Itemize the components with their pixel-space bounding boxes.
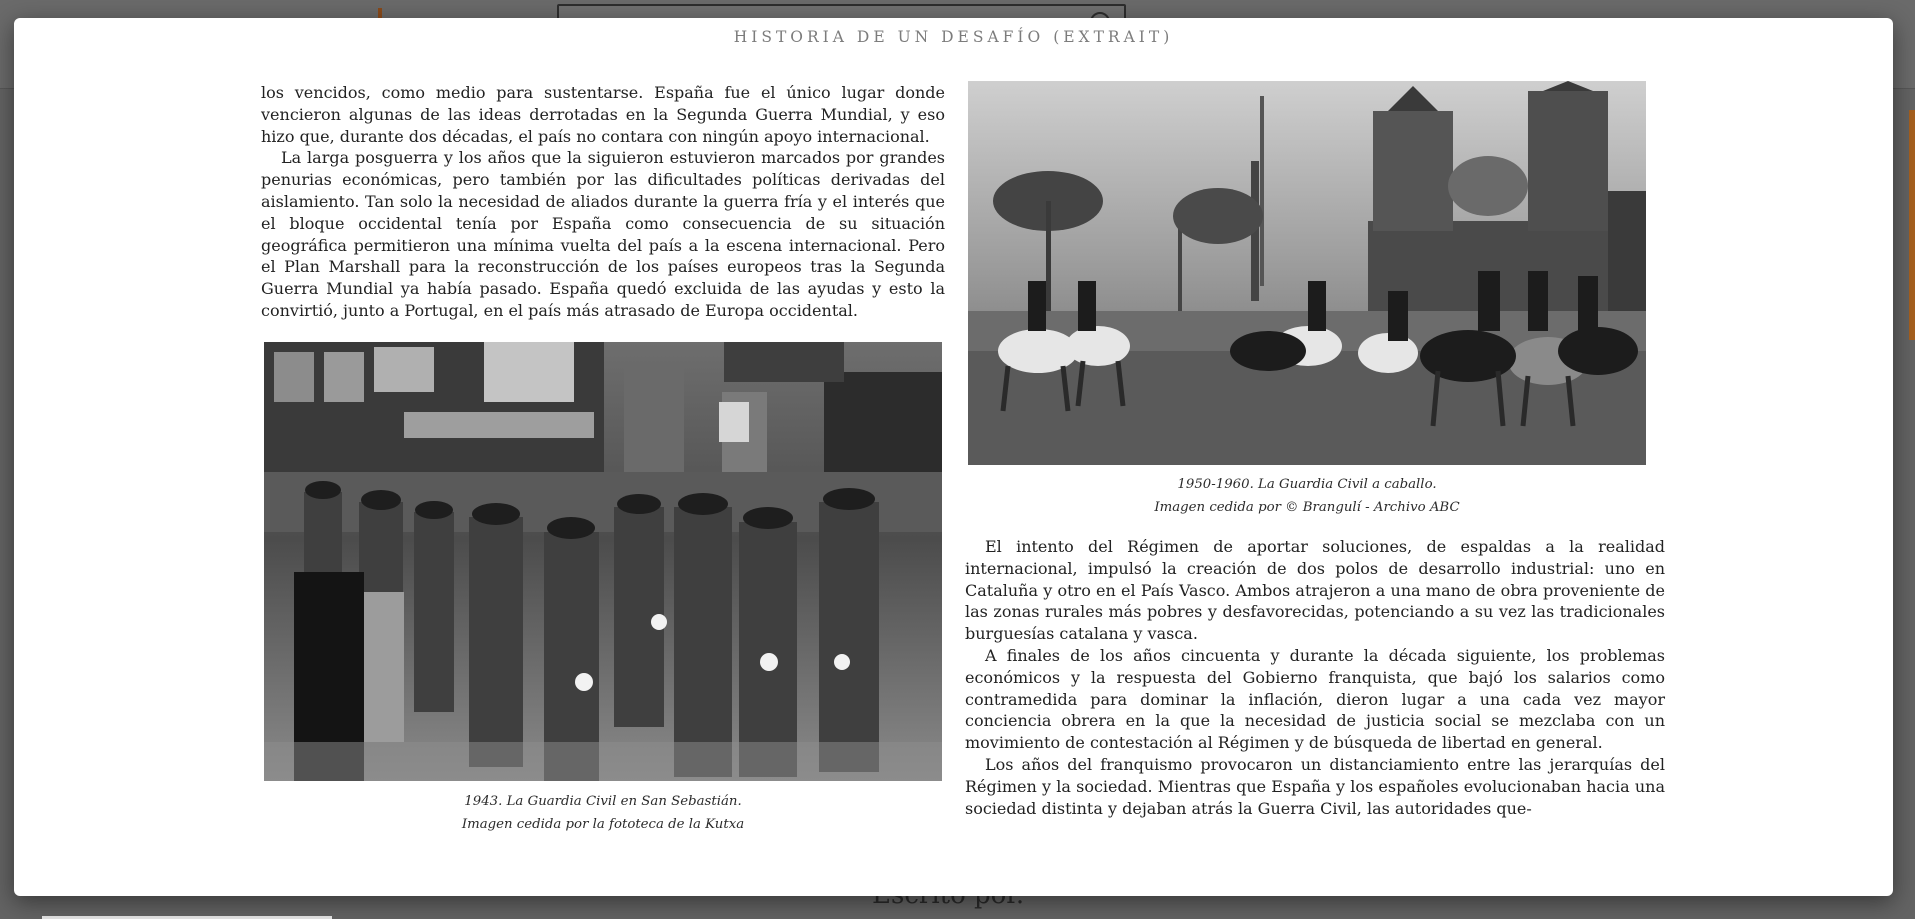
- right-paragraph-2: A finales de los años cincuenta y durante la década siguiente, los problemas económicos y la respuesta del Gobierno franquista, que bajó los salarios como contramedida para dominar la inflación, dieron lugar a una cada vez mayor conciencia obrera en la que la necesidad de justicia social se mezclaba con un movimiento de contestación al Régimen y de búsqueda de libertad en general.: [965, 645, 1665, 753]
- caption-left-credit: Imagen cedida por la fototeca de la Kutxa: [461, 817, 745, 832]
- left-paragraph-2: La larga posguerra y los años que la siguieron estuvieron marcados por grandes penurias económicas, pero también por las dificultades políticas derivadas del aislamiento. Tan solo la necesidad de aliados durante la guerra fría y el interés que el bloque occidental tenía por España como consecuencia de su situación geográfica permitieron una mínima vuelta del país a la escena internacional. Pero el Plan Marshall para la reconstrucción de los países europeos tras la Segunda Guerra Mundial ya había pasado. España quedó excluida de las ayudas y esto la convirtió, junto a Portugal, en el país más atrasado de Europa occidental.: [261, 148, 945, 320]
- right-paragraph-3: Los años del franquismo provocaron un distanciamiento entre las jerarquías del Régimen y la sociedad. Mientras que España y los españoles evolucionaban hacia una sociedad distinta y dejaban atrás la Guerra Civil, las autoridades que-: [965, 754, 1665, 818]
- right-text-column: [965, 536, 1665, 819]
- caption-right-title: 1950-1960. La Guardia Civil a caballo.: [1177, 477, 1437, 492]
- background-scrollbar: [1909, 110, 1915, 340]
- photo-caption-left: [264, 790, 942, 836]
- modal-title: HISTORIA DE UN DESAFÍO (EXTRAIT): [733, 28, 1174, 46]
- caption-left-title: 1943. La Guardia Civil en San Sebastián.: [464, 794, 742, 809]
- photo-guardia-civil-san-sebastian: [264, 342, 942, 781]
- left-paragraph-1: los vencidos, como medio para sustentarse. España fue el único lugar donde vencieron algunas de las ideas derrotadas en la Segunda Guerra Mundial, y eso hizo que, durante dos décadas, el país no contara con ningún apoyo internacional.: [261, 83, 945, 146]
- right-paragraph-1: El intento del Régimen de aportar soluciones, de espaldas a la realidad internacional, impulsó la creación de dos polos de desarrollo industrial: uno en Cataluña y otro en el País Vasco. Ambos atrajeron a una mano de obra proveniente de las zonas rurales más pobres y desfavorecidas, potenciando a su vez las tradicionales burguesías catalana y vasca.: [965, 537, 1665, 644]
- excerpt-modal[interactable]: [14, 18, 1893, 896]
- photo-caption-right: [968, 473, 1646, 519]
- photo-guardia-civil-caballo: [968, 81, 1646, 465]
- caption-right-credit: Imagen cedida por © Brangulí - Archivo ABC: [1154, 500, 1460, 515]
- left-text-column: [261, 82, 945, 322]
